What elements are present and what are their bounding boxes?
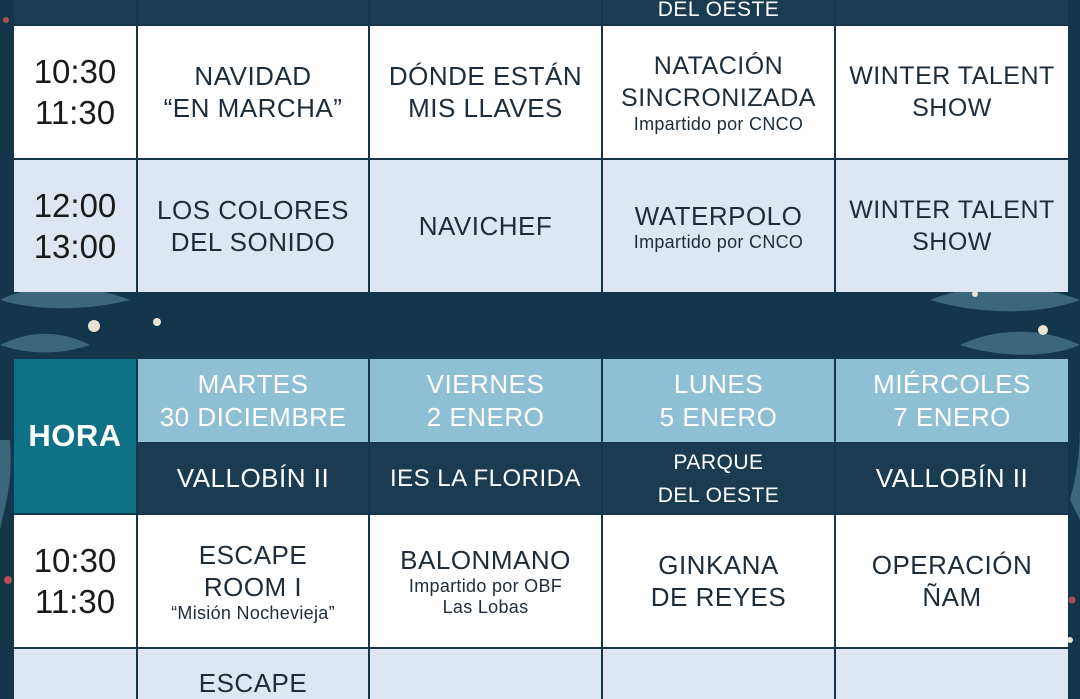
activity-line: MIS LLAVES xyxy=(408,93,563,123)
hora-header xyxy=(14,359,136,513)
activity-line: NAVIDAD xyxy=(194,61,312,91)
hora-label: HORA xyxy=(28,418,122,453)
activity-subtitle: Las Lobas xyxy=(442,597,529,617)
activity-cell-partial xyxy=(603,649,834,699)
schedule-table-second xyxy=(14,359,1066,699)
activity-line: OPERACIÓN xyxy=(871,550,1033,580)
activity-cell xyxy=(603,160,834,292)
place-name: VALLOBÍN II xyxy=(176,463,330,493)
activity-line: ESCAPE xyxy=(198,539,308,570)
place-header xyxy=(370,444,601,513)
activity-line: “EN MARCHA” xyxy=(163,93,343,123)
activity-subtitle: Impartido por CNCO xyxy=(633,113,804,134)
place-name: PARQUE xyxy=(673,450,764,474)
schedule-table-first xyxy=(14,0,1066,292)
activity-line: LOS COLORES xyxy=(157,195,349,225)
table1-top-hora-cell xyxy=(14,0,136,24)
activity-line: ROOM I xyxy=(203,571,303,602)
activity-cell xyxy=(836,515,1068,647)
activity-line: DE REYES xyxy=(650,582,787,612)
activity-cell xyxy=(836,160,1068,292)
time-end: 11:30 xyxy=(34,94,116,131)
activity-line: WINTER TALENT xyxy=(849,196,1055,224)
day-header xyxy=(370,359,601,442)
day-header xyxy=(603,359,834,442)
activity-subtitle: Impartido por CNCO xyxy=(633,231,804,252)
activity-subtitle: Impartido por OBF xyxy=(408,576,563,596)
place-header xyxy=(138,444,368,513)
table1-top-cell-3 xyxy=(603,0,834,24)
activity-line: SHOW xyxy=(912,228,992,256)
activity-line: GINKANA xyxy=(658,550,779,580)
activity-cell xyxy=(603,515,834,647)
activity-cell xyxy=(603,26,834,158)
activity-line: NATACIÓN xyxy=(653,51,784,80)
activity-cell xyxy=(138,160,368,292)
day-date: 2 ENERO xyxy=(426,401,545,432)
table1-top-cell-2 xyxy=(370,0,601,24)
activity-line: ÑAM xyxy=(922,582,982,612)
activity-cell xyxy=(836,26,1068,158)
day-weekday: VIERNES xyxy=(426,368,545,399)
activity-subtitle: “Misión Nochevieja” xyxy=(171,602,335,623)
activity-cell xyxy=(370,515,601,647)
place-name: DEL OESTE xyxy=(657,483,780,507)
time-start: 10:30 xyxy=(33,542,117,579)
activity-cell xyxy=(370,160,601,292)
time-start: 10:30 xyxy=(33,53,117,90)
activity-line: ESCAPE xyxy=(198,668,308,698)
activity-line: NAVICHEF xyxy=(418,211,553,241)
activity-cell xyxy=(370,26,601,158)
activity-cell-partial xyxy=(836,649,1068,699)
place-name: VALLOBÍN II xyxy=(875,463,1029,493)
activity-cell-partial xyxy=(138,649,368,699)
day-header xyxy=(138,359,368,442)
activity-cell-partial xyxy=(370,649,601,699)
time-end: 11:30 xyxy=(34,583,116,620)
time-cell-partial xyxy=(14,649,136,699)
day-weekday: MARTES xyxy=(197,368,309,399)
activity-line: DEL SONIDO xyxy=(170,227,336,257)
day-date: 7 ENERO xyxy=(893,401,1011,432)
activity-line: DÓNDE ESTÁN xyxy=(388,61,583,91)
activity-line: SHOW xyxy=(912,94,992,122)
activity-line: BALONMANO xyxy=(400,545,571,575)
time-cell xyxy=(14,160,136,292)
place-header xyxy=(603,444,834,513)
place-header xyxy=(836,444,1068,513)
table1-top-cell-1 xyxy=(138,0,368,24)
day-weekday: LUNES xyxy=(673,368,764,399)
time-cell xyxy=(14,26,136,158)
activity-line: WATERPOLO xyxy=(634,200,803,231)
day-weekday: MIÉRCOLES xyxy=(873,368,1031,399)
top-cell-text: DEL OESTE xyxy=(657,0,780,21)
time-cell xyxy=(14,515,136,647)
day-date: 30 DICIEMBRE xyxy=(159,401,347,432)
time-end: 13:00 xyxy=(33,228,117,265)
activity-cell xyxy=(138,515,368,647)
activity-cell xyxy=(138,26,368,158)
day-date: 5 ENERO xyxy=(659,401,778,432)
activity-line: SINCRONIZADA xyxy=(621,83,816,112)
place-name: IES LA FLORIDA xyxy=(389,464,582,492)
time-start: 12:00 xyxy=(33,187,117,224)
activity-line: WINTER TALENT xyxy=(849,62,1055,90)
day-header xyxy=(836,359,1068,442)
table1-top-cell-4 xyxy=(836,0,1068,24)
